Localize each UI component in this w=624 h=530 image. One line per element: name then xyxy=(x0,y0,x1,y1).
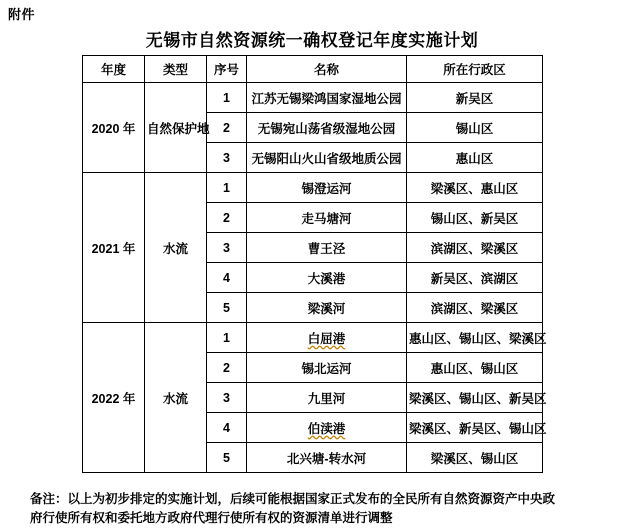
page-title: 无锡市自然资源统一确权登记年度实施计划 xyxy=(145,31,479,50)
column-header-seq: 序号 xyxy=(207,56,247,83)
row-name: 锡澄运河 xyxy=(247,173,407,203)
note-line-2: 府行使所有权和委托地方政府代理行使所有权的资源清单进行调整 xyxy=(30,511,393,525)
row-name: 无锡宛山荡省级湿地公园 xyxy=(247,113,407,143)
row-seq: 2 xyxy=(207,353,247,383)
row-district: 新吴区 xyxy=(407,83,543,113)
row-name: 走马塘河 xyxy=(247,203,407,233)
row-name: 大溪港 xyxy=(247,263,407,293)
row-district: 梁溪区、锡山区 xyxy=(407,443,543,473)
column-header-year: 年度 xyxy=(83,56,145,83)
row-name: 北兴塘-转水河 xyxy=(247,443,407,473)
table-row xyxy=(83,323,543,353)
row-seq: 3 xyxy=(207,383,247,413)
table-header-row xyxy=(83,56,543,83)
row-district: 锡山区 xyxy=(407,113,543,143)
row-name: 无锡阳山火山省级地质公园 xyxy=(247,143,407,173)
group-year-cell: 2022 年 xyxy=(83,323,145,473)
row-district: 惠山区、锡山区 xyxy=(407,353,543,383)
row-seq: 5 xyxy=(207,293,247,323)
row-seq: 1 xyxy=(207,83,247,113)
row-name: 九里河 xyxy=(247,383,407,413)
column-header-name: 名称 xyxy=(247,56,407,83)
table-row xyxy=(83,173,543,203)
row-district: 滨湖区、梁溪区 xyxy=(407,233,543,263)
group-year-cell: 2021 年 xyxy=(83,173,145,323)
attachment-label: 附件 xyxy=(8,7,36,22)
row-district: 惠山区、锡山区、梁溪区 xyxy=(407,323,543,353)
row-name: 江苏无锡梁鸿国家湿地公园 xyxy=(247,83,407,113)
group-type-cell: 水流 xyxy=(145,323,207,473)
row-seq: 4 xyxy=(207,263,247,293)
group-year-cell: 2020 年 xyxy=(83,83,145,173)
row-name: 伯渎港 xyxy=(247,413,407,443)
column-header-type: 类型 xyxy=(145,56,207,83)
row-seq: 1 xyxy=(207,323,247,353)
table-row xyxy=(83,83,543,113)
row-name: 梁溪河 xyxy=(247,293,407,323)
table-note xyxy=(30,490,610,528)
row-district: 梁溪区、新吴区、锡山区 xyxy=(407,413,543,443)
row-seq: 4 xyxy=(207,413,247,443)
row-seq: 2 xyxy=(207,203,247,233)
group-type-cell: 水流 xyxy=(145,173,207,323)
row-district: 滨湖区、梁溪区 xyxy=(407,293,543,323)
row-name: 曹王泾 xyxy=(247,233,407,263)
row-seq: 3 xyxy=(207,233,247,263)
row-name: 锡北运河 xyxy=(247,353,407,383)
implementation-plan-table xyxy=(82,55,547,473)
row-seq: 3 xyxy=(207,143,247,173)
row-seq: 2 xyxy=(207,113,247,143)
row-district: 新吴区、滨湖区 xyxy=(407,263,543,293)
column-header-district: 所在行政区 xyxy=(407,56,543,83)
row-district: 梁溪区、锡山区、新吴区 xyxy=(407,383,543,413)
group-type-cell: 自然保护地 xyxy=(145,83,207,173)
row-district: 梁溪区、惠山区 xyxy=(407,173,543,203)
row-district: 锡山区、新吴区 xyxy=(407,203,543,233)
note-line-1: 备注：以上为初步排定的实施计划，后续可能根据国家正式发布的全民所有自然资源资产中央政 xyxy=(30,492,556,506)
row-seq: 5 xyxy=(207,443,247,473)
row-seq: 1 xyxy=(207,173,247,203)
row-district: 惠山区 xyxy=(407,143,543,173)
row-name: 白屈港 xyxy=(247,323,407,353)
